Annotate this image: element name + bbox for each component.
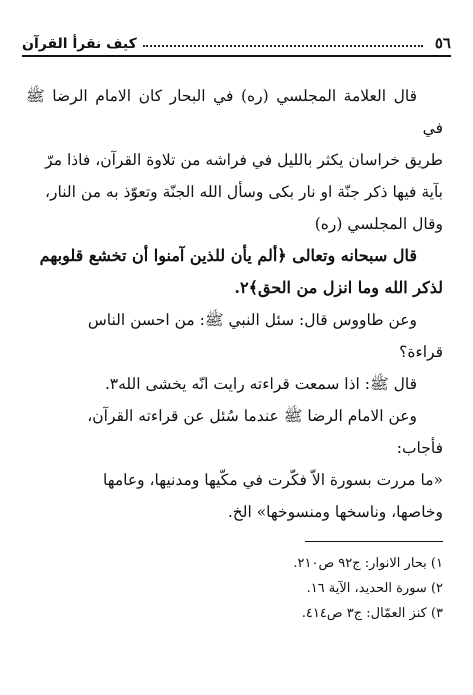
page-header: [22, 22, 451, 57]
footnote: ٣) كنز العمّال: ج٣ ص٤١٤.: [301, 606, 443, 621]
paragraph-line: وعن الامام الرضا ﷺ عندما سُئل عن قراءته القرآن،: [87, 407, 417, 425]
quran-verse-line: قال سبحانه وتعالى ﴿ألم يأن للذين آمنوا أن تخشع قلوبهم: [39, 246, 417, 265]
footnote: ١) بحار الانوار: ج٩٢ ص٢١٠.: [293, 556, 443, 571]
paragraph-line: قراءة؟: [399, 343, 443, 361]
header-dotted-leader: [143, 44, 423, 47]
footnotes: [60, 551, 443, 626]
body-text: [26, 80, 443, 528]
paragraph-line: طريق خراسان يكثر بالليل في فراشه من تلاوة القرآن، فاذا مرّ: [45, 151, 443, 169]
paragraph-line: قال العلامة المجلسي (ره) في البحار كان الامام الرضا ﷺ في: [26, 87, 443, 137]
quran-verse-line: لذكر الله وما انزل من الحق﴾٢.: [234, 278, 443, 297]
quote-line: وخاصها، وناسخها ومنسوخها» الخ.: [227, 503, 443, 521]
page-number: ٥٦: [434, 34, 451, 52]
footnote-separator: [305, 541, 443, 542]
paragraph-line: وقال المجلسي (ره): [314, 215, 443, 233]
paragraph-line: بآية فيها ذكر جنّة او نار بكى وسأل الله الجنّة وتعوّذ به من النار،: [45, 183, 443, 201]
paragraph-line: وعن طاووس قال: سئل النبي ﷺ: من احسن الناس: [87, 311, 417, 329]
book-title: كيف نقرأ القرآن: [22, 36, 137, 52]
paragraph-line: قال ﷺ: اذا سمعت قراءته رايت انّه يخشى الله٣.: [104, 375, 417, 393]
paragraph-line: فأجاب:: [396, 439, 443, 457]
footnote: ٢) سورة الحديد، الآية ١٦.: [306, 581, 443, 596]
quote-line: «ما مررت بسورة الاّ فكّرت في مكّيها ومدنيها، وعامها: [102, 471, 443, 489]
